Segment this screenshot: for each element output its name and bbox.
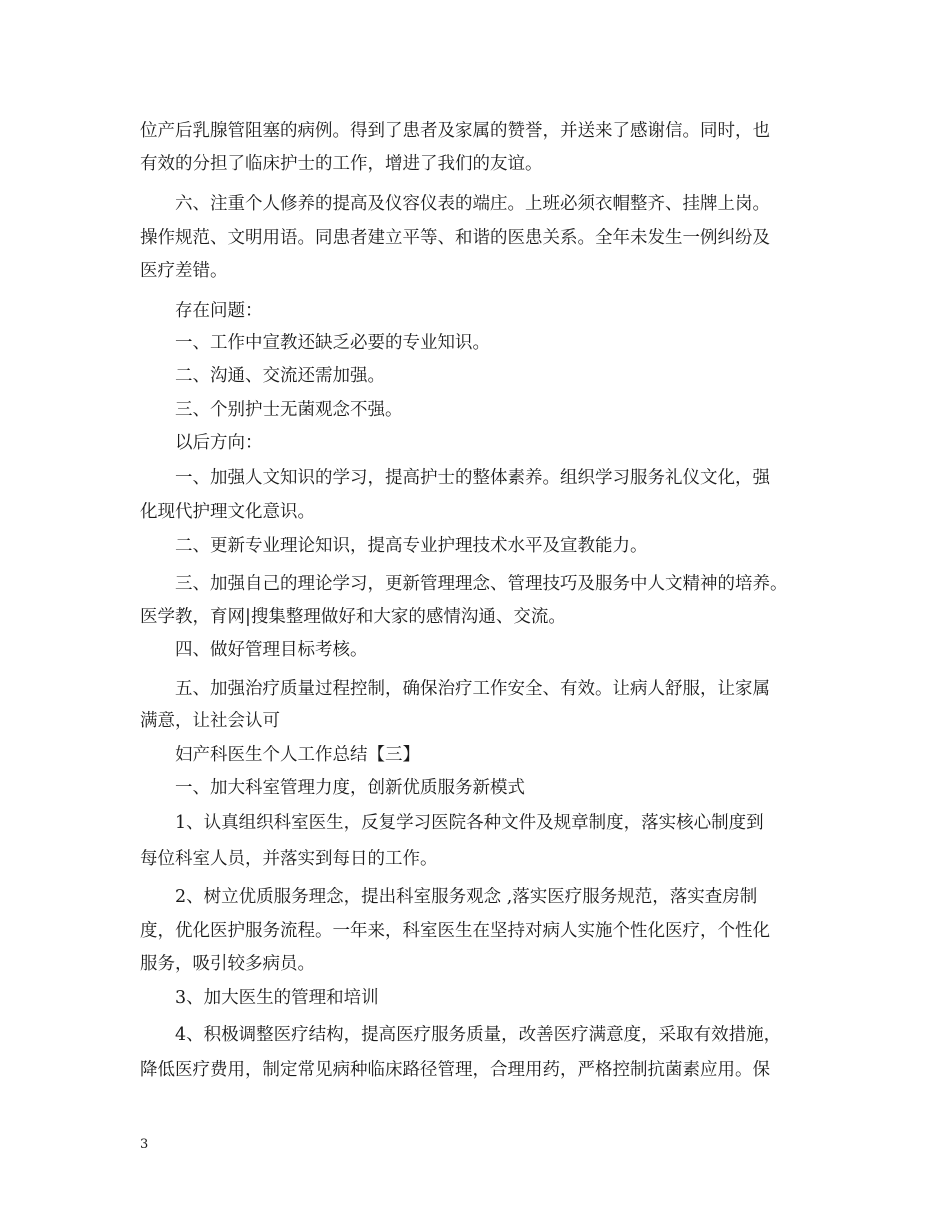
text-line: 以后方向： <box>175 433 263 453</box>
text-line: 3、加大医生的管理和培训 <box>175 988 379 1008</box>
text-line: 二、沟通、交流还需加强。 <box>175 366 385 386</box>
text-line: 2、树立优质服务理念，提出科室服务观念 ,落实医疗服务规范，落实查房制 <box>175 887 758 907</box>
text-line: 降低医疗费用，制定常见病种临床路径管理，合理用药，严格控制抗菌素应用。保 <box>140 1060 770 1080</box>
text-line: 有效的分担了临床护士的工作，增进了我们的友谊。 <box>140 154 543 174</box>
text-line: 五、加强治疗质量过程控制，确保治疗工作安全、有效。让病人舒服，让家属 <box>175 679 770 699</box>
text-line: 一、加大科室管理力度，创新优质服务新模式 <box>175 778 525 798</box>
section-heading: 妇产科医生个人工作总结【三】 <box>175 745 420 765</box>
text-line: 存在问题： <box>175 301 263 321</box>
text-line: 医疗差错。 <box>140 261 228 281</box>
text-line: 医学教，育网|搜集整理做好和大家的感情沟通、交流。 <box>140 607 566 627</box>
text-line: 四、做好管理目标考核。 <box>175 640 368 660</box>
text-line: 六、注重个人修养的提高及仪容仪表的端庄。上班必须衣帽整齐、挂牌上岗。 <box>175 194 770 214</box>
text-line: 4、积极调整医疗结构，提高医疗服务质量，改善医疗满意度，采取有效措施， <box>175 1025 782 1045</box>
text-line: 位产后乳腺管阻塞的病例。得到了患者及家属的赞誉，并送来了感谢信。同时，也 <box>140 121 770 141</box>
text-line: 满意，让社会认可 <box>140 711 280 731</box>
text-line: 每位科室人员，并落实到每日的工作。 <box>140 849 438 869</box>
text-line: 三、个别护士无菌观念不强。 <box>175 400 403 420</box>
text-line: 一、工作中宣教还缺乏必要的专业知识。 <box>175 333 490 353</box>
text-line: 二、更新专业理论知识，提高专业护理技术水平及宣教能力。 <box>175 536 648 556</box>
text-line: 化现代护理文化意识。 <box>140 502 315 522</box>
text-line: 操作规范、文明用语。同患者建立平等、和谐的医患关系。全年未发生一例纠纷及 <box>140 228 770 248</box>
text-line: 服务，吸引较多病员。 <box>140 954 315 974</box>
text-line: 一、加强人文知识的学习，提高护士的整体素养。组织学习服务礼仪文化，强 <box>175 468 770 488</box>
page-number: 3 <box>140 1137 149 1152</box>
text-line: 度，优化医护服务流程。一年来，科室医生在坚持对病人实施个性化医疗，个性化 <box>140 921 770 941</box>
text-line: 三、加强自己的理论学习，更新管理理念、管理技巧及服务中人文精神的培养。 <box>175 574 788 594</box>
text-line: 1、认真组织科室医生，反复学习医院各种文件及规章制度，落实核心制度到 <box>175 813 764 833</box>
